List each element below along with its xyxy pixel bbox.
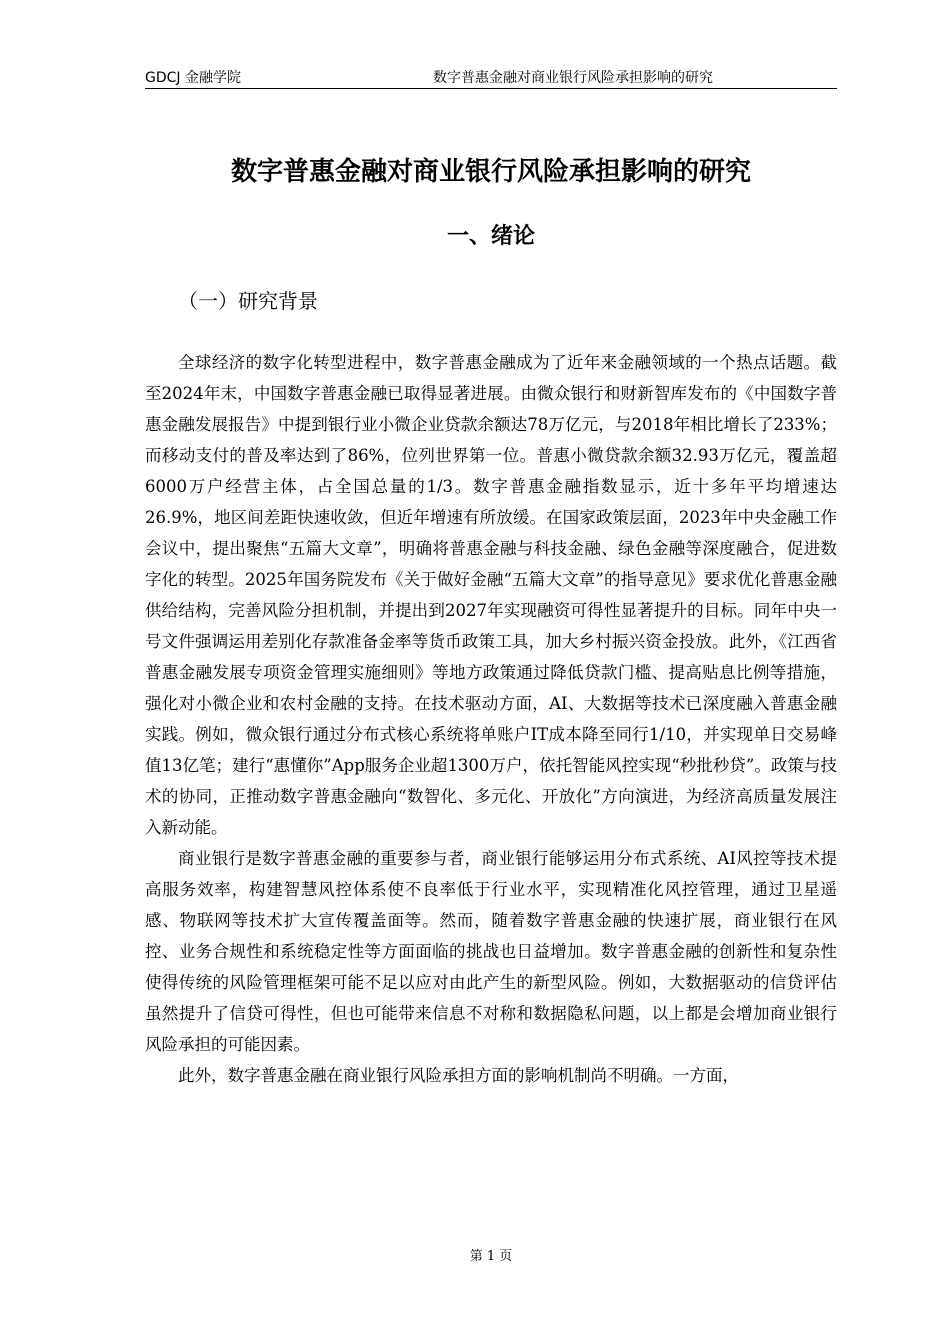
subsection-heading: （一）研究背景 [178,289,318,313]
page-header [145,68,837,89]
paragraph: 商业银行是数字普惠金融的重要参与者，商业银行能够运用分布式系统、AI风控等技术提高服务效率，构建智慧风控体系使不良率低于行业水平，实现精准化风控管理，通过卫星遥感、物联网等技术扩大宣传覆盖面等。然而，随着数字普惠金融的快速扩展，商业银行在风控、业务合规性和系统稳定性等方面面临的挑战也日益增加。数字普惠金融的创新性和复杂性使得传统的风险管理框架可能不足以应对由此产生的新型风险。例如，大数据驱动的信贷评估虽然提升了信贷可得性，但也可能带来信息不对称和数据隐私问题，以上都是会增加商业银行风险承担的可能因素。 [145,849,837,1054]
document-title: 数字普惠金融对商业银行风险承担影响的研究 [230,157,751,187]
body-text [145,347,837,1091]
header-institution: GDCJ 金融学院 [145,70,241,86]
header-running-title: 数字普惠金融对商业银行风险承担影响的研究 [433,70,713,86]
paragraph: 全球经济的数字化转型进程中，数字普惠金融成为了近年来金融领域的一个热点话题。截至2024年末，中国数字普惠金融已取得显著进展。由微众银行和财新智库发布的《中国数字普惠金融发展报告》中提到银行业小微企业贷款余额达78万亿元，与2018年相比增长了233%；而移动支付的普及率达到了86%，位列世界第一位。普惠小微贷款余额32.93万亿元，覆盖超6000万户经营主体，占全国总量的1/3。数字普惠金融指数显示，近十多年平均增速达26.9%，地区间差距快速收敛，但近年增速有所放缓。在国家政策层面，2023年中央金融工作会议中，提出聚焦“五篇大文章”，明确将普惠金融与科技金融、绿色金融等深度融合，促进数字化的转型。2025年国务院发布《关于做好金融“五篇大文章”的指导意见》要求优化普惠金融供给结构，完善风险分担机制，并提出到2027年实现融资可得性显著提升的目标。同年中央一号文件强调运用差别化存款准备金率等货币政策工具，加大乡村振兴资金投放。此外，《江西省普惠金融发展专项资金管理实施细则》等地方政策通过降低贷款门槛、提高贴息比例等措施，强化对小微企业和农村金融的支持。在技术驱动方面，AI、大数据等技术已深度融入普惠金融实践。例如，微众银行通过分布式核心系统将单账户IT成本降至同行1/10，并实现单日交易峰值13亿笔；建行“惠懂你”App服务企业超1300万户，依托智能风控实现“秒批秒贷”。政策与技术的协同，正推动数字普惠金融向“数智化、多元化、开放化”方向演进，为经济高质量发展注入新动能。 [145,353,837,837]
page-number: 第 1 页 [469,1249,513,1264]
section-heading: 一、绪论 [446,224,535,249]
paragraph: 此外，数字普惠金融在商业银行风险承担方面的影响机制尚不明确。一方面， [178,1066,739,1085]
